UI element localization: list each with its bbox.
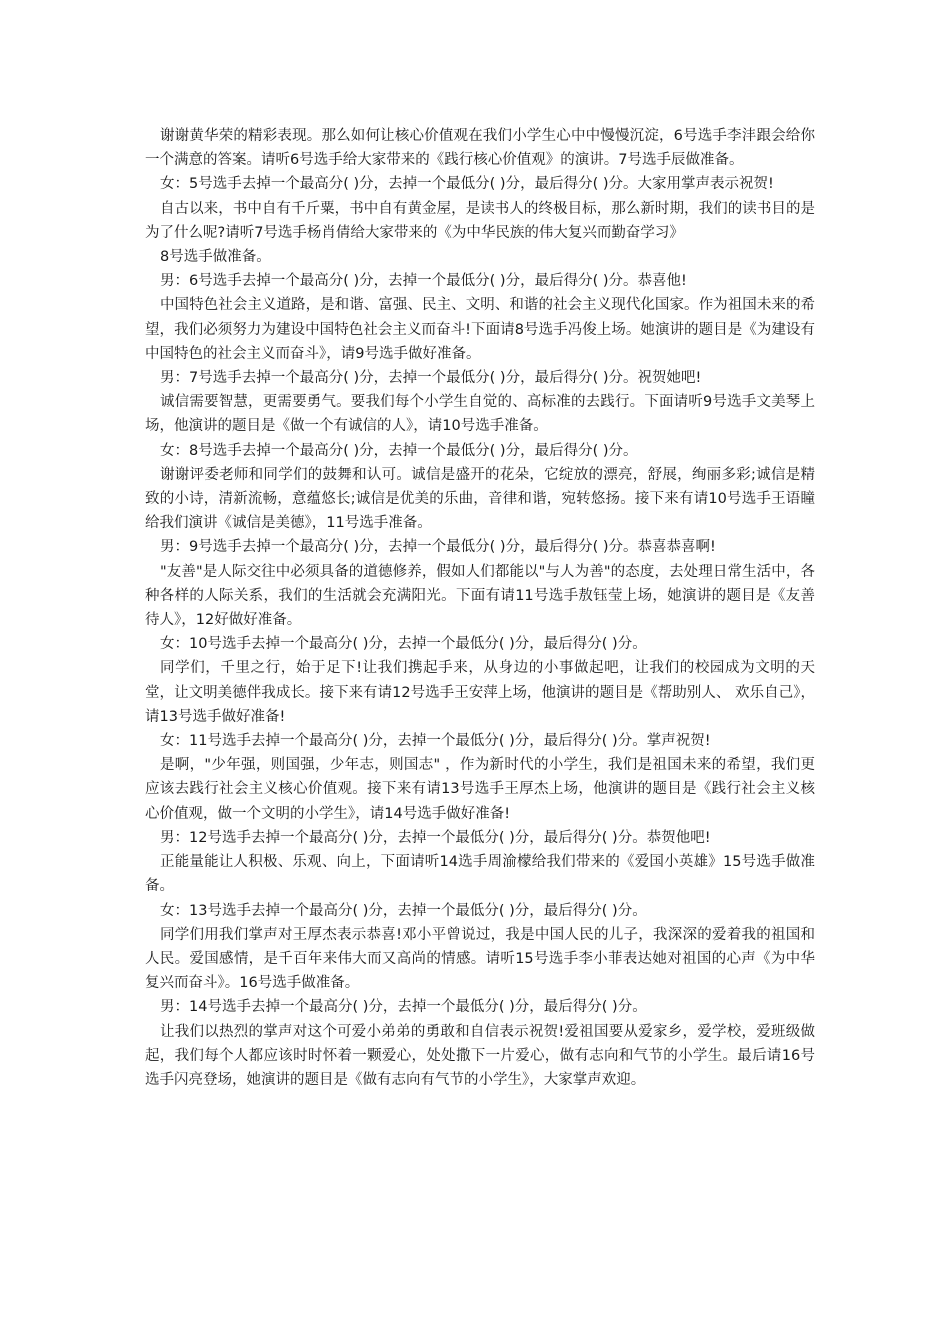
paragraph: 诚信需要智慧，更需要勇气。要我们每个小学生自觉的、高标准的去践行。下面请听9号选手文美琴上场，他演讲的题目是《做一个有诚信的人》，请10号选手准备。 bbox=[145, 394, 815, 435]
paragraph: 是啊，"少年强，则国强，少年志，则国志" ，作为新时代的小学生，我们是祖国未来的希望，我们更应该去践行社会主义核心价值观。接下来有请13号选手王厚杰上场，他演讲的题目是《践行社会主义核心价值观，做一个文明的小学生》，请14号选手做好准备! bbox=[145, 757, 815, 822]
paragraph: 女：11号选手去掉一个最高分( )分，去掉一个最低分( )分，最后得分( )分。掌声祝贺! bbox=[160, 733, 711, 750]
paragraph: 男：7号选手去掉一个最高分( )分，去掉一个最低分( )分，最后得分( )分。祝贺她吧! bbox=[160, 370, 702, 387]
paragraph: 谢谢黄华荣的精彩表现。那么如何让核心价值观在我们小学生心中中慢慢沉淀，6号选手李沣跟会给你一个满意的答案。请听6号选手给大家带来的《践行核心价值观》的演讲。7号选手辰做准备。 bbox=[145, 128, 815, 169]
document-body bbox=[145, 124, 815, 1092]
paragraph: "友善"是人际交往中必须具备的道德修养，假如人们都能以"与人为善"的态度，去处理日常生活中，各种各样的人际关系，我们的生活就会充满阳光。下面有请11号选手敖钰莹上场，她演讲的题目是《友善待人》，12好做好准备。 bbox=[145, 563, 815, 629]
paragraph: 男：14号选手去掉一个最高分( )分，去掉一个最低分( )分，最后得分( )分。 bbox=[160, 999, 647, 1016]
paragraph: 同学们，千里之行，始于足下!让我们携起手来，从身边的小事做起吧，让我们的校园成为文明的天堂，让文明美德伴我成长。接下来有请12号选手王安萍上场，他演讲的题目是《帮助别人、 欢乐自己》，请13号选手做好准备! bbox=[145, 660, 815, 725]
paragraph: 女：8号选手去掉一个最高分( )分，去掉一个最低分( )分，最后得分( )分。 bbox=[160, 442, 638, 459]
paragraph: 让我们以热烈的掌声对这个可爱小弟弟的勇敢和自信表示祝贺!爱祖国要从爱家乡，爱学校，爱班级做起，我们每个人都应该时时怀着一颗爱心，处处撒下一片爱心，做有志向和气节的小学生。最后请16号选手闪亮登场，她演讲的题目是《做有志向有气节的小学生》，大家掌声欢迎。 bbox=[145, 1023, 815, 1088]
paragraph: 男：12号选手去掉一个最高分( )分，去掉一个最低分( )分，最后得分( )分。恭贺他吧! bbox=[160, 829, 711, 846]
paragraph: 自古以来，书中自有千斤粟，书中自有黄金屋，是读书人的终极目标，那么新时期，我们的读书目的是为了什么呢?请听7号选手杨肖倩给大家带来的《为中华民族的伟大复兴而勤奋学习》 bbox=[145, 200, 815, 241]
paragraph: 中国特色社会主义道路，是和谐、富强、民主、文明、和谐的社会主义现代化国家。作为祖国未来的希望，我们必须努力为建设中国特色社会主义而奋斗!下面请8号选手冯俊上场。她演讲的题目是《为建设有中国特色的社会主义而奋斗》，请9号选手做好准备。 bbox=[145, 297, 815, 362]
paragraph: 同学们用我们掌声对王厚杰表示恭喜!邓小平曾说过，我是中国人民的儿子，我深深的爱着我的祖国和人民。爱国感情，是千百年来伟大而又高尚的情感。请听15号选手李小菲表达她对祖国的心声《为中华复兴而奋斗》。16号选手做准备。 bbox=[145, 926, 815, 992]
paragraph: 男：6号选手去掉一个最高分( )分，去掉一个最低分( )分，最后得分( )分。恭喜他! bbox=[160, 273, 687, 290]
paragraph: 男：9号选手去掉一个最高分( )分，去掉一个最低分( )分，最后得分( )分。恭喜恭喜啊! bbox=[160, 539, 716, 556]
paragraph: 女：10号选手去掉一个最高分( )分，去掉一个最低分( )分，最后得分( )分。 bbox=[160, 636, 647, 653]
paragraph: 女：5号选手去掉一个最高分( )分，去掉一个最低分( )分，最后得分( )分。大家用掌声表示祝贺! bbox=[160, 176, 774, 193]
paragraph: 8号选手做准备。 bbox=[160, 249, 271, 266]
paragraph: 谢谢评委老师和同学们的鼓舞和认可。诚信是盛开的花朵，它绽放的漂亮，舒展，绚丽多彩;诚信是精致的小诗，清新流畅，意蕴悠长;诚信是优美的乐曲，音律和谐，宛转悠扬。接下来有请10号选手王语瞳给我们演讲《诚信是美德》，11号选手准备。 bbox=[145, 466, 815, 532]
paragraph: 女：13号选手去掉一个最高分( )分，去掉一个最低分( )分，最后得分( )分。 bbox=[160, 902, 647, 919]
paragraph: 正能量能让人积极、乐观、向上，下面请听14选手周渝檬给我们带来的《爱国小英雄》15号选手做准备。 bbox=[145, 854, 815, 895]
